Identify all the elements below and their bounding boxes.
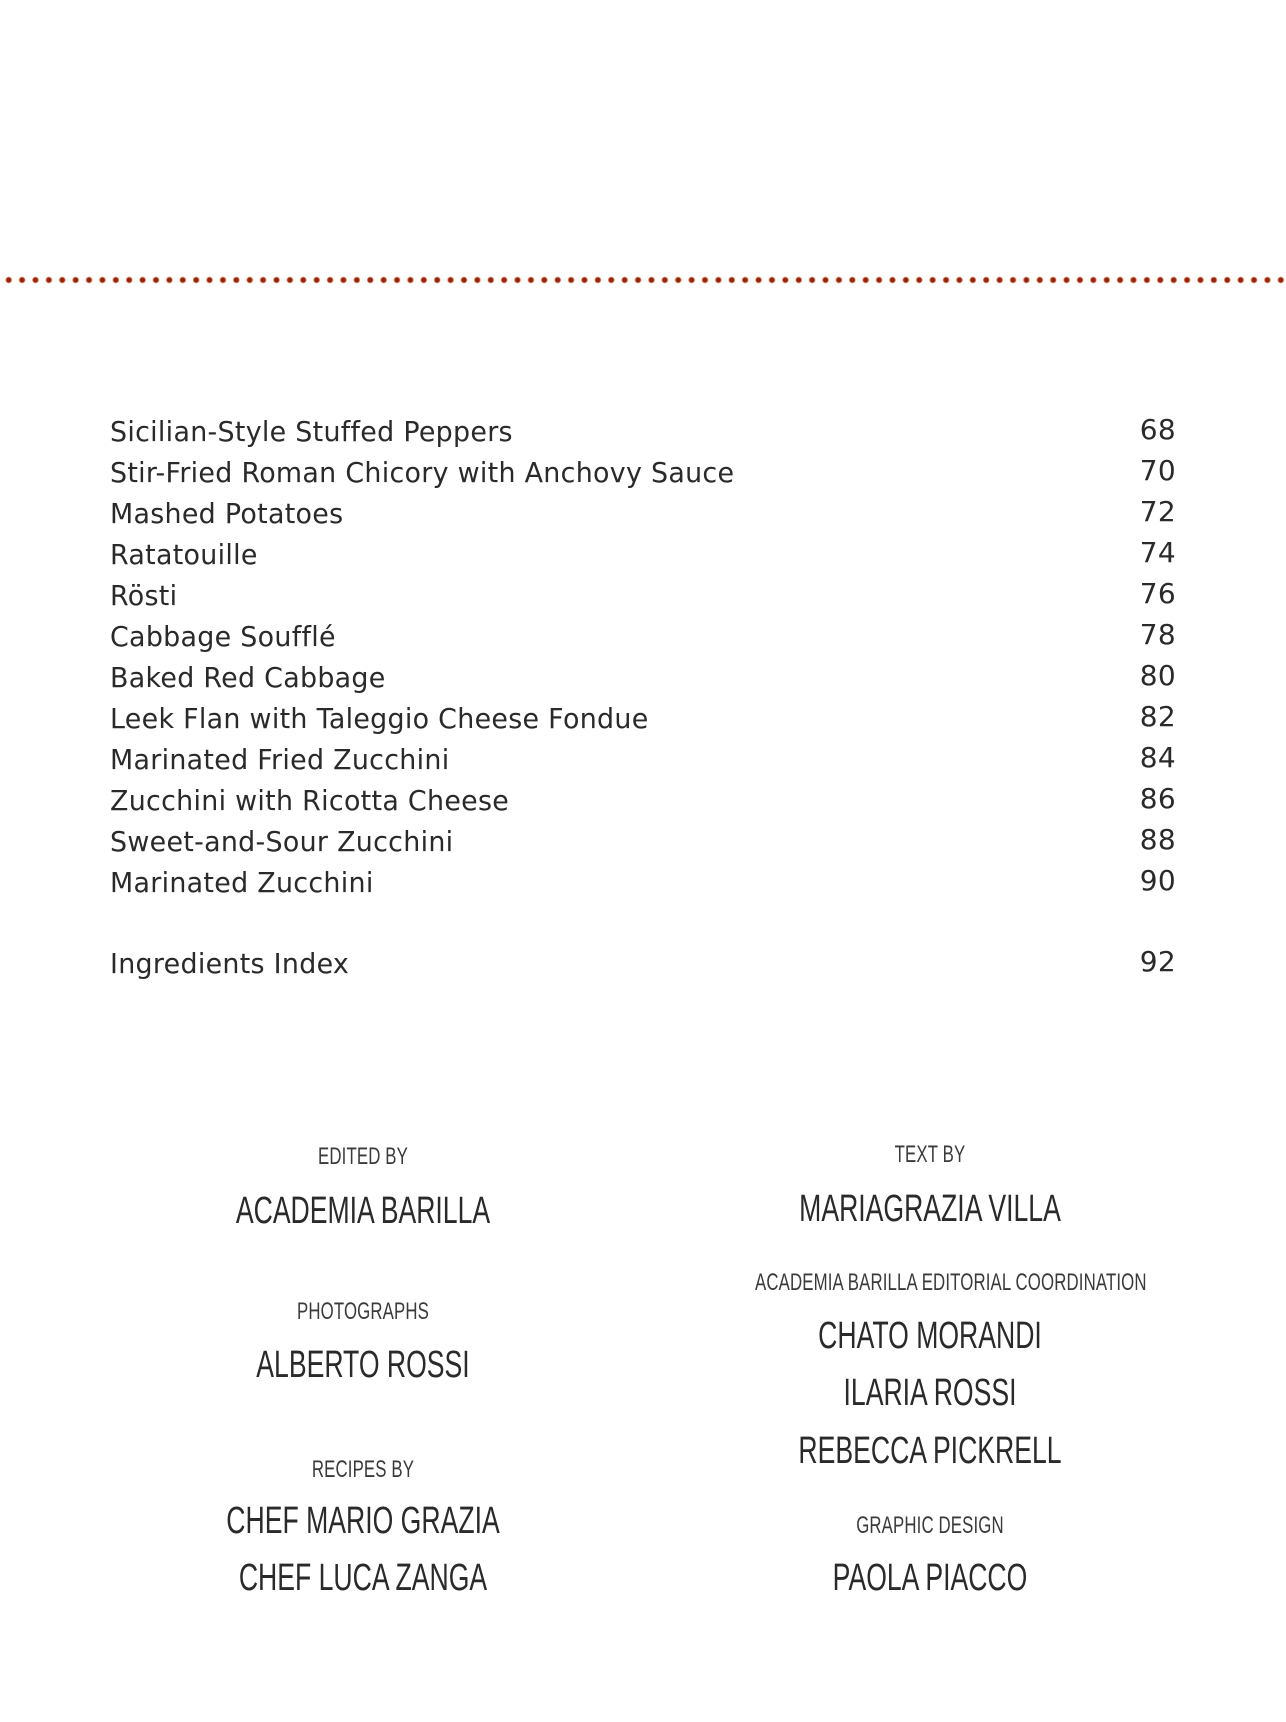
credit-name: ALBERTO ROSSI [256,1344,470,1386]
toc-entry-title: Leek Flan with Taleggio Cheese Fondue [110,702,649,735]
credit-label: GRAPHIC DESIGN [856,1512,1004,1539]
credit-block-graphic-design [680,1511,1180,1541]
toc-entry-page: 78 [1139,618,1176,651]
credits-left-column [163,0,563,1722]
credit-name-row [163,1342,563,1388]
credit-name-row [680,1313,1180,1359]
toc-entry-title: Sicilian-Style Stuffed Peppers [110,415,513,448]
credit-name: CHEF MARIO GRAZIA [226,1500,500,1542]
credit-label: TEXT BY [894,1141,966,1168]
toc-entry-title: Marinated Fried Zucchini [110,743,450,776]
toc-entry-page: 70 [1139,454,1176,487]
toc-entry-title: Sweet-and-Sour Zucchini [110,825,454,858]
toc-entry-page: 86 [1139,782,1176,815]
credit-name-row [680,1428,1180,1474]
credit-label: RECIPES BY [311,1456,415,1483]
credit-name-row [163,1498,563,1544]
credit-name: REBECCA PICKRELL [798,1430,1062,1472]
credit-name-row [680,1555,1180,1601]
credit-name: ILARIA ROSSI [843,1372,1017,1414]
toc-entry-title: Cabbage Soufflé [110,620,336,653]
credit-name: MARIAGRAZIA VILLA [799,1188,1061,1230]
credits-right-column [680,0,1180,1722]
credit-block-editorial-coordination [680,1268,1180,1298]
toc-entry-title: Baked Red Cabbage [110,661,386,694]
toc-entry-page: 82 [1139,700,1176,733]
credit-block-text-by [680,1140,1180,1170]
credit-label: ACADEMIA BARILLA EDITORIAL COORDINATION [755,1269,1147,1296]
toc-entry-title: Mashed Potatoes [110,497,344,530]
toc-entry-page: 90 [1139,864,1176,897]
credit-label: EDITED BY [318,1143,408,1170]
credit-block-photographs [163,1297,563,1327]
toc-entry-page: 92 [1139,945,1176,978]
credit-block-edited-by [163,1142,563,1172]
credit-name-row [680,1370,1180,1416]
toc-entry-title: Stir-Fried Roman Chicory with Anchovy Sauce [110,456,735,489]
credit-name: CHEF LUCA ZANGA [238,1557,488,1599]
credit-name: PAOLA PIACCO [832,1557,1028,1599]
credit-name: ACADEMIA BARILLA [235,1190,491,1232]
toc-entry-page: 72 [1139,495,1176,528]
toc-entry-title: Zucchini with Ricotta Cheese [110,784,510,817]
toc-entry-title: Marinated Zucchini [110,866,374,899]
credit-name-row [163,1188,563,1234]
toc-entry-title: Rösti [110,579,178,612]
toc-entry-title: Ingredients Index [110,947,350,980]
toc-entry-title: Ratatouille [110,538,258,571]
toc-entry-page: 68 [1139,413,1176,446]
credit-label: PHOTOGRAPHS [297,1298,429,1325]
credit-name-row [163,1555,563,1601]
toc-entry-page: 76 [1139,577,1176,610]
toc-entry-page: 88 [1139,823,1176,856]
credit-name: CHATO MORANDI [818,1315,1042,1357]
credit-name-row [680,1186,1180,1232]
toc-entry-page: 80 [1139,659,1176,692]
toc-entry-page: 84 [1139,741,1176,774]
credit-block-recipes-by [163,1455,563,1485]
toc-entry-page: 74 [1139,536,1176,569]
